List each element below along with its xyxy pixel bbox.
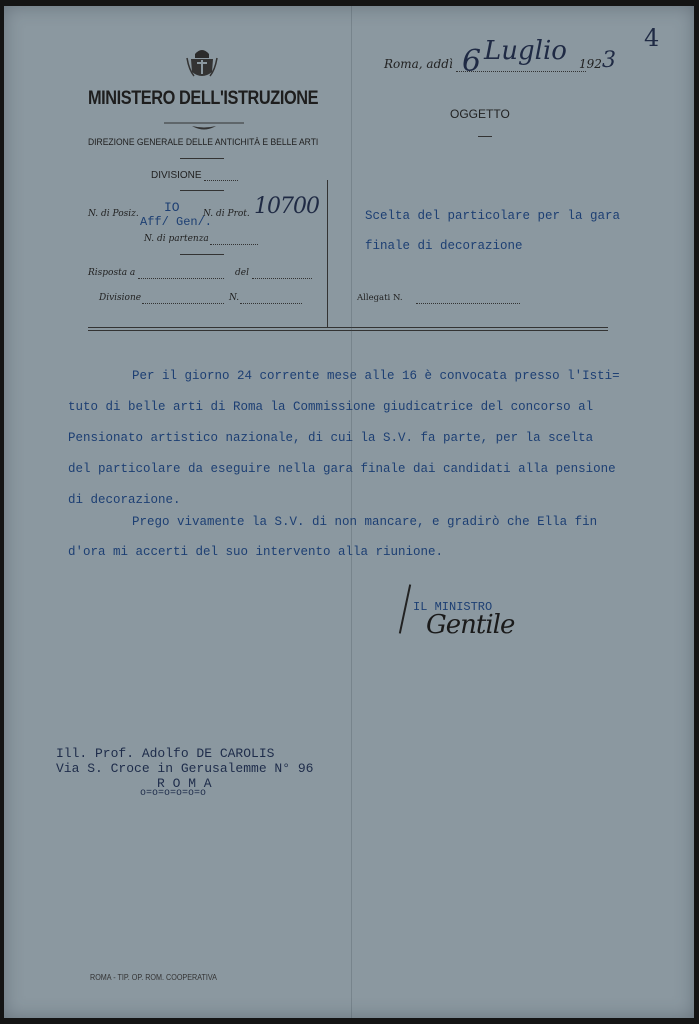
posiz-label: N. di Posiz. [88,209,139,219]
del-label: del [235,268,249,278]
letter-paper [4,6,694,1018]
prot-value: 10700 [254,194,319,219]
signature-title: IL MINISTRO [413,600,493,614]
paper-shading [4,6,694,1018]
body-line: tuto di belle arti di Roma la Commissione giudicatrice del concorso al [68,400,594,414]
body-line: Prego vivamente la S.V. di non mancare, e gradirò che Ella fin [132,515,598,529]
addressee-line-3: R O M A [157,776,212,791]
body-line: d'ora mi accerti del suo intervento alla riunione. [68,545,444,559]
posiz-value: IO [164,200,180,215]
subject-line-1: Scelta del particolare per la gara [365,209,621,223]
addressee-line-1: Ill. Prof. Adolfo DE CAROLIS [56,746,275,761]
partenza-label: N. di partenza [144,234,209,244]
subject-heading: OGGETTO [450,107,510,121]
addressee-line-2: Via S. Croce in Gerusalemme N° 96 [56,761,314,776]
date-year-suffix: 3 [602,48,616,73]
addressee-line-4: o=o=o=o=o=o [140,788,207,799]
risposta-label: Risposta a [88,268,136,278]
allegati-label: Allegati N. [357,293,403,303]
body-line: di decorazione. [68,493,181,507]
prot-label: N. di Prot. [203,209,250,219]
body-line: del particolare da eseguire nella gara finale dai candidati alla pensione [68,462,616,476]
division-label: DIVISIONE [151,170,202,181]
city-date-label: Roma, addì [384,57,453,71]
body-line: Pensionato artistico nazionale, di cui la S.V. fa parte, per la scelta [68,431,594,445]
body-line: Per il giorno 24 corrente mese alle 16 è convocata presso l'Isti= [132,369,620,383]
divisione-label: Divisione [99,293,142,303]
signature-name: Gentile [426,610,515,640]
page-number: 4 [644,24,660,52]
subject-line-2: finale di decorazione [365,239,523,253]
date-month: Luglio [484,36,567,66]
date-day: 6 [462,44,482,79]
posiz-sub: Aff/ Gen/. [140,215,213,229]
n-label: N. [229,293,240,303]
date-year-prefix: 192 [579,57,602,71]
direction-title: DIREZIONE GENERALE DELLE ANTICHITÀ E BELLE ARTI [88,137,319,148]
printer-imprint: ROMA - TIP. OP. ROM. COOPERATIVA [90,973,217,982]
ministry-title: MINISTERO DELL'ISTRUZIONE [88,88,319,109]
